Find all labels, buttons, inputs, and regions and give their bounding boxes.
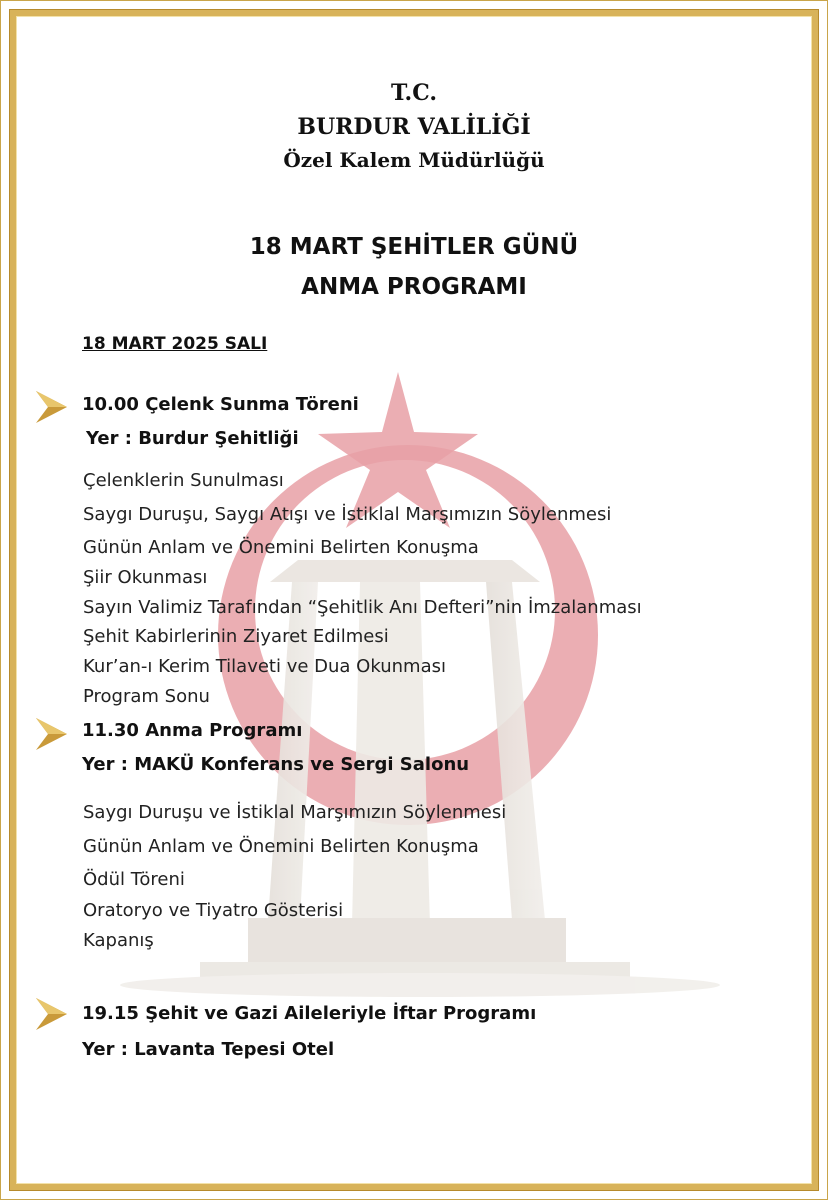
gold-arrow-icon [34,389,68,425]
list-item: Günün Anlam ve Önemini Belirten Konuşma [83,836,479,857]
list-item: Çelenklerin Sunulması [83,470,284,491]
section-location: Yer : Lavanta Tepesi Otel [82,1039,335,1060]
gold-arrow-icon [34,996,68,1032]
section-location: Yer : Burdur Şehitliği [86,428,299,449]
header-governorship: BURDUR VALİLİĞİ [297,114,531,140]
list-item: Şehit Kabirlerinin Ziyaret Edilmesi [83,626,389,647]
section-heading: 10.00 Çelenk Sunma Töreni [82,394,359,415]
list-item: Saygı Duruşu ve İstiklal Marşımızın Söylenmesi [83,802,507,823]
header-tc: T.C. [391,80,437,106]
header-office: Özel Kalem Müdürlüğü [283,148,545,172]
page-title-line1: 18 MART ŞEHİTLER GÜNÜ [249,234,579,260]
list-item: Şiir Okunması [83,567,208,588]
list-item: Günün Anlam ve Önemini Belirten Konuşma [83,537,479,558]
list-item: Sayın Valimiz Tarafından “Şehitlik Anı Defteri”nin İmzalanması [83,597,642,618]
list-item: Kur’an-ı Kerim Tilaveti ve Dua Okunması [83,656,446,677]
section-heading: 11.30 Anma Programı [82,720,303,741]
list-item: Oratoryo ve Tiyatro Gösterisi [83,900,344,921]
page-title-line2: ANMA PROGRAMI [301,274,527,300]
section-heading: 19.15 Şehit ve Gazi Aileleriyle İftar Programı [82,1003,537,1024]
list-item: Program Sonu [83,686,210,707]
list-item: Saygı Duruşu, Saygı Atışı ve İstiklal Marşımızın Söylenmesi [83,504,612,525]
list-item: Kapanış [83,930,154,951]
gold-arrow-icon [34,716,68,752]
program-date: 18 MART 2025 SALI [82,334,268,354]
list-item: Ödül Töreni [83,869,185,890]
section-location: Yer : MAKÜ Konferans ve Sergi Salonu [82,754,470,775]
